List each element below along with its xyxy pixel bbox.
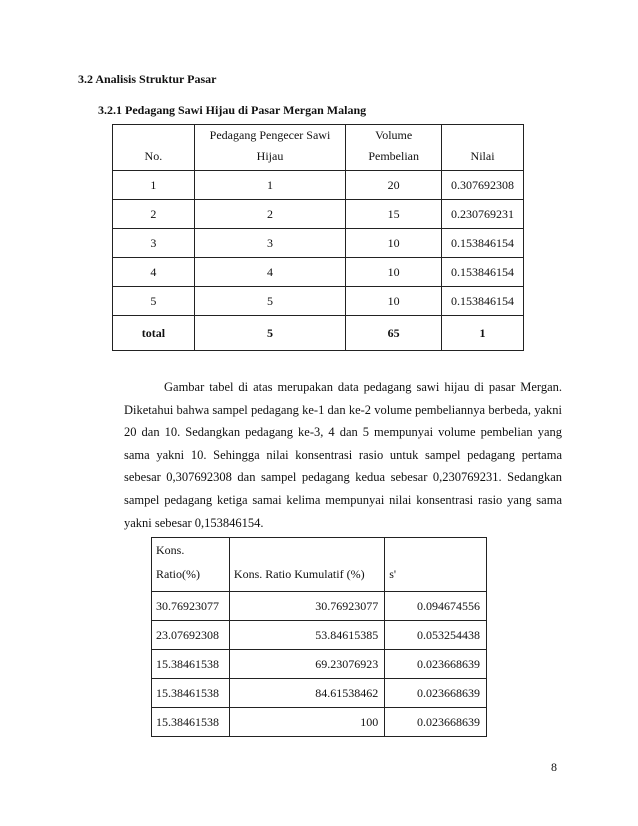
total-pedagang: 5 xyxy=(194,316,346,351)
cell-pedagang: 3 xyxy=(194,229,346,258)
cell-nilai: 0.307692308 xyxy=(442,171,524,200)
table-row xyxy=(113,171,524,200)
section-heading: 3.2 Analisis Struktur Pasar xyxy=(78,72,217,86)
header-volume-line2: Pembelian xyxy=(368,149,419,163)
paragraph-text: Gambar tabel di atas merupakan data pedagang sawi hijau di pasar Mergan. Diketahui bahwa sampel pedagang ke-1 dan ke-2 volume pembeliannya berbeda, yakni 20 dan 10. Sedangkan pedagang ke-3, 4 dan 5 mempunyai volume pembelian yang sama yakni 10. Sehingga nilai konsentrasi rasio untuk sampel pedagang pertama sebesar 0,307692308 dan sampel pedagang kedua sebesar 0,230769231. Sedangkan sampel pedagang ketiga samai kelima mempunyai nilai konsentrasi rasio yang sama yakni sebesar 0,153846154. xyxy=(124,380,562,530)
header-cell-pedagang xyxy=(194,125,346,171)
header-no-label: No. xyxy=(144,149,163,163)
header-pedagang-line1: Pedagang Pengecer Sawi xyxy=(209,128,331,142)
cell-pedagang: 2 xyxy=(194,200,346,229)
header-cell-s xyxy=(385,538,487,592)
cell-no: 3 xyxy=(113,229,195,258)
cell-kumulatif: 69.23076923 xyxy=(229,650,384,679)
cell-nilai: 0.153846154 xyxy=(442,258,524,287)
cell-s: 0.053254438 xyxy=(385,621,487,650)
cell-pedagang: 1 xyxy=(194,171,346,200)
cell-nilai: 0.230769231 xyxy=(442,200,524,229)
header-pedagang-line2: Hijau xyxy=(256,149,284,163)
header-cell-nilai xyxy=(442,125,524,171)
cell-no: 5 xyxy=(113,287,195,316)
total-nilai: 1 xyxy=(442,316,524,351)
table-row xyxy=(152,679,487,708)
cell-kons-ratio: 23.07692308 xyxy=(152,621,230,650)
cell-volume: 10 xyxy=(346,229,442,258)
cell-volume: 15 xyxy=(346,200,442,229)
cell-kumulatif: 30.76923077 xyxy=(229,592,384,621)
cell-pedagang: 4 xyxy=(194,258,346,287)
konsentrasi-ratio-table xyxy=(151,537,487,737)
cell-kons-ratio: 15.38461538 xyxy=(152,679,230,708)
table-row xyxy=(113,287,524,316)
cell-no: 2 xyxy=(113,200,195,229)
cell-pedagang: 5 xyxy=(194,287,346,316)
total-label: total xyxy=(113,316,195,351)
header-kons-line1: Kons. xyxy=(156,543,185,557)
header-nilai-label: Nilai xyxy=(470,149,495,163)
cell-kumulatif: 100 xyxy=(229,708,384,737)
page-number: 8 xyxy=(551,760,557,774)
body-paragraph xyxy=(124,376,562,534)
cell-s: 0.023668639 xyxy=(385,679,487,708)
header-kons-line2: Ratio(%) xyxy=(156,567,200,581)
cell-volume: 10 xyxy=(346,287,442,316)
pedagang-table xyxy=(112,124,524,351)
cell-kons-ratio: 15.38461538 xyxy=(152,708,230,737)
table-row xyxy=(152,708,487,737)
cell-kons-ratio: 15.38461538 xyxy=(152,650,230,679)
header-s-label: s' xyxy=(389,567,397,581)
cell-no: 1 xyxy=(113,171,195,200)
cell-volume: 10 xyxy=(346,258,442,287)
header-cell-no xyxy=(113,125,195,171)
cell-s: 0.023668639 xyxy=(385,708,487,737)
cell-kumulatif: 53.84615385 xyxy=(229,621,384,650)
header-kumulatif-label: Kons. Ratio Kumulatif (%) xyxy=(233,567,365,581)
header-cell-kumulatif xyxy=(229,538,384,592)
table-header-row xyxy=(152,538,487,592)
cell-nilai: 0.153846154 xyxy=(442,229,524,258)
header-cell-kons-ratio xyxy=(152,538,230,592)
table-row xyxy=(113,200,524,229)
table-row xyxy=(152,592,487,621)
header-volume-line1: Volume xyxy=(375,128,413,142)
table-row xyxy=(113,258,524,287)
cell-s: 0.094674556 xyxy=(385,592,487,621)
cell-kons-ratio: 30.76923077 xyxy=(152,592,230,621)
table-header-row xyxy=(113,125,524,171)
total-row xyxy=(113,316,524,351)
subsection-heading: 3.2.1 Pedagang Sawi Hijau di Pasar Mergan Malang xyxy=(98,103,367,117)
cell-nilai: 0.153846154 xyxy=(442,287,524,316)
table-row xyxy=(152,650,487,679)
header-cell-volume xyxy=(346,125,442,171)
cell-no: 4 xyxy=(113,258,195,287)
table-row xyxy=(113,229,524,258)
cell-s: 0.023668639 xyxy=(385,650,487,679)
table-row xyxy=(152,621,487,650)
total-volume: 65 xyxy=(346,316,442,351)
cell-volume: 20 xyxy=(346,171,442,200)
cell-kumulatif: 84.61538462 xyxy=(229,679,384,708)
